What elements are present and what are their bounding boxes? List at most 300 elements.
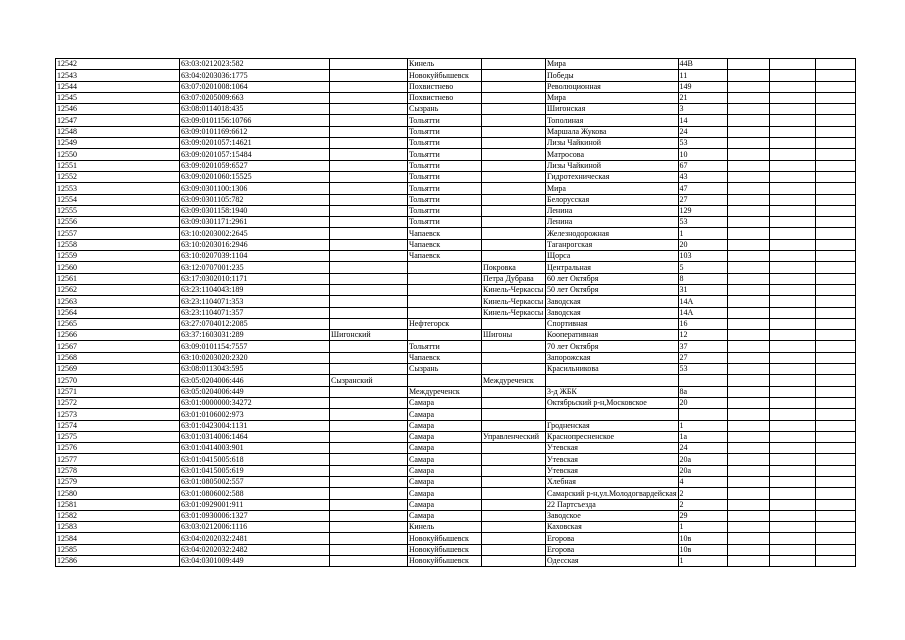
house-cell[interactable]: 3: [678, 104, 727, 115]
cadastral-number-cell[interactable]: 63:01:0415005:618: [180, 454, 330, 465]
extra-cell-3[interactable]: [815, 307, 855, 318]
extra-cell-2[interactable]: [769, 59, 815, 70]
extra-cell-2[interactable]: [769, 296, 815, 307]
cadastral-number-cell[interactable]: 63:23:1104071:353: [180, 296, 330, 307]
city-cell[interactable]: Кинель: [408, 59, 482, 70]
extra-cell-1[interactable]: [727, 273, 769, 284]
street-cell[interactable]: Кооперативная: [546, 330, 679, 341]
row-number-cell[interactable]: 12574: [56, 420, 180, 431]
cadastral-number-cell[interactable]: 63:09:0201060:15525: [180, 171, 330, 182]
row-number-cell[interactable]: 12561: [56, 273, 180, 284]
extra-cell-2[interactable]: [769, 70, 815, 81]
row-number-cell[interactable]: 12560: [56, 262, 180, 273]
city-cell[interactable]: Самара: [408, 465, 482, 476]
row-number-cell[interactable]: 12581: [56, 499, 180, 510]
street-cell[interactable]: Хлебная: [546, 476, 679, 487]
extra-cell-1[interactable]: [727, 420, 769, 431]
city-cell[interactable]: Новокуйбышевск: [408, 544, 482, 555]
extra-cell-3[interactable]: [815, 397, 855, 408]
cadastral-number-cell[interactable]: 63:01:0805002:557: [180, 476, 330, 487]
extra-cell-3[interactable]: [815, 92, 855, 103]
extra-cell-2[interactable]: [769, 183, 815, 194]
house-cell[interactable]: 43: [678, 171, 727, 182]
district-cell[interactable]: [330, 160, 408, 171]
settlement-cell[interactable]: [482, 420, 546, 431]
extra-cell-2[interactable]: [769, 465, 815, 476]
house-cell[interactable]: 2: [678, 499, 727, 510]
house-cell[interactable]: 20а: [678, 465, 727, 476]
cadastral-number-cell[interactable]: 63:09:0301100:1306: [180, 183, 330, 194]
settlement-cell[interactable]: [482, 126, 546, 137]
extra-cell-1[interactable]: [727, 443, 769, 454]
extra-cell-3[interactable]: [815, 533, 855, 544]
street-cell[interactable]: Победы: [546, 70, 679, 81]
street-cell[interactable]: 3-д ЖБК: [546, 386, 679, 397]
city-cell[interactable]: [408, 273, 482, 284]
district-cell[interactable]: [330, 149, 408, 160]
street-cell[interactable]: Каховская: [546, 522, 679, 533]
city-cell[interactable]: Тольятти: [408, 217, 482, 228]
extra-cell-3[interactable]: [815, 70, 855, 81]
extra-cell-1[interactable]: [727, 386, 769, 397]
settlement-cell[interactable]: [482, 160, 546, 171]
city-cell[interactable]: Похвистнево: [408, 81, 482, 92]
district-cell[interactable]: [330, 296, 408, 307]
district-cell[interactable]: [330, 59, 408, 70]
city-cell[interactable]: Тольятти: [408, 115, 482, 126]
extra-cell-2[interactable]: [769, 239, 815, 250]
cadastral-number-cell[interactable]: 63:09:0201059:6527: [180, 160, 330, 171]
street-cell[interactable]: Самарский р-н,ул.Молодогвардейская: [547, 488, 677, 498]
settlement-cell[interactable]: Междуреченск: [482, 375, 546, 386]
row-number-cell[interactable]: 12543: [56, 70, 180, 81]
cadastral-number-cell[interactable]: 63:05:0204006:446: [180, 375, 330, 386]
extra-cell-3[interactable]: [815, 454, 855, 465]
street-cell[interactable]: Октябрьский р-н,Московское: [546, 397, 679, 408]
district-cell[interactable]: [330, 352, 408, 363]
district-cell[interactable]: [330, 104, 408, 115]
cadastral-number-cell[interactable]: 63:09:0201057:15484: [180, 149, 330, 160]
settlement-cell[interactable]: [482, 488, 546, 499]
extra-cell-1[interactable]: [727, 476, 769, 487]
house-cell[interactable]: 8: [678, 273, 727, 284]
extra-cell-1[interactable]: [727, 59, 769, 70]
cadastral-number-cell[interactable]: 63:08:0114018:435: [180, 104, 330, 115]
extra-cell-3[interactable]: [815, 273, 855, 284]
city-cell[interactable]: Тольятти: [408, 149, 482, 160]
extra-cell-3[interactable]: [815, 138, 855, 149]
district-cell[interactable]: [330, 251, 408, 262]
settlement-cell[interactable]: Управленческий: [482, 431, 546, 442]
extra-cell-3[interactable]: [815, 217, 855, 228]
row-number-cell[interactable]: 12580: [56, 488, 180, 499]
settlement-cell[interactable]: [482, 183, 546, 194]
house-cell[interactable]: 16: [678, 318, 727, 329]
settlement-cell[interactable]: [482, 104, 546, 115]
city-cell[interactable]: Тольятти: [408, 138, 482, 149]
extra-cell-2[interactable]: [769, 431, 815, 442]
city-cell[interactable]: Нефтегорск: [408, 318, 482, 329]
district-cell[interactable]: [330, 397, 408, 408]
city-cell[interactable]: Самара: [408, 476, 482, 487]
extra-cell-3[interactable]: [815, 115, 855, 126]
settlement-cell[interactable]: [482, 251, 546, 262]
row-number-cell[interactable]: 12554: [56, 194, 180, 205]
extra-cell-1[interactable]: [727, 262, 769, 273]
extra-cell-3[interactable]: [815, 476, 855, 487]
street-cell[interactable]: Тополиная: [546, 115, 679, 126]
district-cell[interactable]: [330, 307, 408, 318]
street-cell[interactable]: Маршала Жукова: [546, 126, 679, 137]
extra-cell-2[interactable]: [769, 544, 815, 555]
row-number-cell[interactable]: 12545: [56, 92, 180, 103]
street-cell[interactable]: Гидротехническая: [546, 171, 679, 182]
extra-cell-2[interactable]: [769, 251, 815, 262]
extra-cell-3[interactable]: [815, 183, 855, 194]
extra-cell-2[interactable]: [769, 318, 815, 329]
extra-cell-2[interactable]: [769, 330, 815, 341]
house-cell[interactable]: 2: [678, 488, 727, 499]
cadastral-number-cell[interactable]: 63:01:0000000:34272: [180, 397, 330, 408]
row-number-cell[interactable]: 12559: [56, 251, 180, 262]
street-cell[interactable]: Матросова: [546, 149, 679, 160]
settlement-cell[interactable]: [482, 205, 546, 216]
extra-cell-1[interactable]: [727, 510, 769, 521]
extra-cell-2[interactable]: [769, 217, 815, 228]
extra-cell-2[interactable]: [769, 409, 815, 420]
house-cell[interactable]: 14А: [678, 296, 727, 307]
row-number-cell[interactable]: 12576: [56, 443, 180, 454]
house-cell[interactable]: 10в: [678, 533, 727, 544]
district-cell[interactable]: [330, 194, 408, 205]
district-cell[interactable]: [330, 476, 408, 487]
city-cell[interactable]: Тольятти: [408, 171, 482, 182]
settlement-cell[interactable]: [482, 59, 546, 70]
extra-cell-2[interactable]: [769, 397, 815, 408]
extra-cell-3[interactable]: [815, 296, 855, 307]
house-cell[interactable]: 21: [678, 92, 727, 103]
cadastral-number-cell[interactable]: 63:10:0203016:2946: [180, 239, 330, 250]
cadastral-number-cell[interactable]: 63:09:0101154:7557: [180, 341, 330, 352]
cadastral-number-cell[interactable]: 63:10:0207039:1104: [180, 251, 330, 262]
extra-cell-2[interactable]: [769, 420, 815, 431]
district-cell[interactable]: [330, 318, 408, 329]
cadastral-number-cell[interactable]: 63:27:0704012:2085: [180, 318, 330, 329]
settlement-cell[interactable]: [482, 138, 546, 149]
extra-cell-1[interactable]: [727, 104, 769, 115]
street-cell[interactable]: Спортивная: [546, 318, 679, 329]
extra-cell-3[interactable]: [815, 194, 855, 205]
cadastral-number-cell[interactable]: 63:07:0201008:1064: [180, 81, 330, 92]
settlement-cell[interactable]: [482, 556, 546, 567]
district-cell[interactable]: [330, 510, 408, 521]
district-cell[interactable]: [330, 126, 408, 137]
row-number-cell[interactable]: 12548: [56, 126, 180, 137]
extra-cell-3[interactable]: [815, 160, 855, 171]
extra-cell-1[interactable]: [727, 205, 769, 216]
extra-cell-1[interactable]: [727, 364, 769, 375]
cadastral-number-cell[interactable]: 63:10:0203002:2645: [180, 228, 330, 239]
street-cell[interactable]: Ленина: [546, 205, 679, 216]
extra-cell-1[interactable]: [727, 138, 769, 149]
street-cell[interactable]: [546, 375, 679, 386]
street-cell[interactable]: Революционная: [546, 81, 679, 92]
row-number-cell[interactable]: 12558: [56, 239, 180, 250]
extra-cell-1[interactable]: [727, 171, 769, 182]
house-cell[interactable]: 149: [678, 81, 727, 92]
street-cell[interactable]: 50 лет Октября: [546, 284, 679, 295]
cadastral-number-cell[interactable]: 63:09:0201057:14621: [180, 138, 330, 149]
district-cell[interactable]: [330, 70, 408, 81]
house-cell[interactable]: 47: [678, 183, 727, 194]
extra-cell-3[interactable]: [815, 59, 855, 70]
settlement-cell[interactable]: [482, 194, 546, 205]
cadastral-number-cell[interactable]: 63:04:0202032:2481: [180, 533, 330, 544]
district-cell[interactable]: [330, 341, 408, 352]
row-number-cell[interactable]: 12544: [56, 81, 180, 92]
settlement-cell[interactable]: [482, 397, 546, 408]
extra-cell-1[interactable]: [727, 409, 769, 420]
extra-cell-3[interactable]: [815, 341, 855, 352]
row-number-cell[interactable]: 12547: [56, 115, 180, 126]
street-cell[interactable]: Мира: [546, 92, 679, 103]
city-cell[interactable]: [408, 375, 482, 386]
city-cell[interactable]: Междуреченск: [408, 386, 482, 397]
extra-cell-3[interactable]: [815, 544, 855, 555]
settlement-cell[interactable]: Кинель-Черкассы: [482, 307, 546, 318]
extra-cell-2[interactable]: [769, 488, 815, 499]
row-number-cell[interactable]: 12562: [56, 284, 180, 295]
extra-cell-2[interactable]: [769, 81, 815, 92]
house-cell[interactable]: 4: [678, 476, 727, 487]
extra-cell-2[interactable]: [769, 149, 815, 160]
district-cell[interactable]: [330, 262, 408, 273]
house-cell[interactable]: 37: [678, 341, 727, 352]
cadastral-number-cell[interactable]: 63:09:0101156:10766: [180, 115, 330, 126]
cadastral-number-cell[interactable]: 63:03:0212023:582: [180, 59, 330, 70]
settlement-cell[interactable]: [482, 352, 546, 363]
house-cell[interactable]: 53: [678, 217, 727, 228]
extra-cell-1[interactable]: [727, 149, 769, 160]
street-cell[interactable]: Гродненская: [546, 420, 679, 431]
row-number-cell[interactable]: 12585: [56, 544, 180, 555]
street-cell[interactable]: Запорожская: [546, 352, 679, 363]
settlement-cell[interactable]: [482, 171, 546, 182]
city-cell[interactable]: Самара: [408, 409, 482, 420]
cadastral-number-cell[interactable]: 63:09:0101169:6612: [180, 126, 330, 137]
street-cell[interactable]: Центральная: [546, 262, 679, 273]
cadastral-number-cell[interactable]: 63:05:0204006:449: [180, 386, 330, 397]
row-number-cell[interactable]: 12564: [56, 307, 180, 318]
city-cell[interactable]: Самара: [408, 431, 482, 442]
extra-cell-1[interactable]: [727, 533, 769, 544]
extra-cell-2[interactable]: [769, 364, 815, 375]
extra-cell-3[interactable]: [815, 488, 855, 499]
extra-cell-3[interactable]: [815, 431, 855, 442]
extra-cell-3[interactable]: [815, 284, 855, 295]
row-number-cell[interactable]: 12551: [56, 160, 180, 171]
city-cell[interactable]: Новокуйбышевск: [408, 70, 482, 81]
house-cell[interactable]: 1: [678, 228, 727, 239]
extra-cell-1[interactable]: [727, 465, 769, 476]
extra-cell-1[interactable]: [727, 115, 769, 126]
district-cell[interactable]: [330, 556, 408, 567]
settlement-cell[interactable]: [482, 364, 546, 375]
city-cell[interactable]: [408, 284, 482, 295]
extra-cell-1[interactable]: [727, 318, 769, 329]
district-cell[interactable]: [330, 443, 408, 454]
house-cell[interactable]: 1: [678, 420, 727, 431]
extra-cell-1[interactable]: [727, 126, 769, 137]
cadastral-number-cell[interactable]: 63:37:1603031:289: [180, 330, 330, 341]
street-cell[interactable]: Егорова: [546, 544, 679, 555]
row-number-cell[interactable]: 12573: [56, 409, 180, 420]
extra-cell-1[interactable]: [727, 183, 769, 194]
extra-cell-2[interactable]: [769, 126, 815, 137]
settlement-cell[interactable]: [482, 409, 546, 420]
settlement-cell[interactable]: [482, 476, 546, 487]
extra-cell-1[interactable]: [727, 284, 769, 295]
district-cell[interactable]: [330, 544, 408, 555]
cadastral-number-cell[interactable]: 63:09:0301105:782: [180, 194, 330, 205]
extra-cell-1[interactable]: [727, 499, 769, 510]
house-cell[interactable]: 1: [678, 522, 727, 533]
house-cell[interactable]: 10в: [678, 544, 727, 555]
cadastral-number-cell[interactable]: 63:07:0205009:663: [180, 92, 330, 103]
house-cell[interactable]: 103: [678, 251, 727, 262]
extra-cell-1[interactable]: [727, 296, 769, 307]
street-cell[interactable]: Лизы Чайкиной: [546, 138, 679, 149]
extra-cell-2[interactable]: [769, 341, 815, 352]
extra-cell-3[interactable]: [815, 171, 855, 182]
extra-cell-3[interactable]: [815, 465, 855, 476]
house-cell[interactable]: 31: [678, 284, 727, 295]
street-cell[interactable]: [546, 409, 679, 420]
extra-cell-1[interactable]: [727, 160, 769, 171]
extra-cell-2[interactable]: [769, 533, 815, 544]
settlement-cell[interactable]: [482, 454, 546, 465]
extra-cell-2[interactable]: [769, 92, 815, 103]
row-number-cell[interactable]: 12552: [56, 171, 180, 182]
extra-cell-2[interactable]: [769, 171, 815, 182]
house-cell[interactable]: 11: [678, 70, 727, 81]
row-number-cell[interactable]: 12563: [56, 296, 180, 307]
city-cell[interactable]: Новокуйбышевск: [408, 533, 482, 544]
extra-cell-2[interactable]: [769, 160, 815, 171]
house-cell[interactable]: 24: [678, 126, 727, 137]
extra-cell-2[interactable]: [769, 510, 815, 521]
cadastral-number-cell[interactable]: 63:01:0106002:973: [180, 409, 330, 420]
street-cell[interactable]: Белорусская: [546, 194, 679, 205]
street-cell[interactable]: Лизы Чайкиной: [546, 160, 679, 171]
settlement-cell[interactable]: [482, 81, 546, 92]
extra-cell-2[interactable]: [769, 375, 815, 386]
house-cell[interactable]: 129: [678, 205, 727, 216]
settlement-cell[interactable]: [482, 522, 546, 533]
settlement-cell[interactable]: [482, 341, 546, 352]
city-cell[interactable]: Чапаевск: [408, 228, 482, 239]
city-cell[interactable]: Самара: [408, 488, 482, 499]
district-cell[interactable]: [330, 228, 408, 239]
row-number-cell[interactable]: 12555: [56, 205, 180, 216]
house-cell[interactable]: 10: [678, 149, 727, 160]
cadastral-number-cell[interactable]: 63:09:0301171:2961: [180, 217, 330, 228]
extra-cell-3[interactable]: [815, 239, 855, 250]
district-cell[interactable]: [330, 81, 408, 92]
row-number-cell[interactable]: 12566: [56, 330, 180, 341]
house-cell[interactable]: 67: [678, 160, 727, 171]
city-cell[interactable]: Самара: [408, 397, 482, 408]
cadastral-number-cell[interactable]: 63:01:0314006:1464: [180, 431, 330, 442]
settlement-cell[interactable]: [482, 510, 546, 521]
house-cell[interactable]: 1: [678, 556, 727, 567]
extra-cell-1[interactable]: [727, 522, 769, 533]
district-cell[interactable]: [330, 454, 408, 465]
settlement-cell[interactable]: [482, 499, 546, 510]
district-cell[interactable]: Сызранский: [330, 375, 408, 386]
row-number-cell[interactable]: 12586: [56, 556, 180, 567]
district-cell[interactable]: [330, 364, 408, 375]
extra-cell-2[interactable]: [769, 115, 815, 126]
street-cell[interactable]: 22 Партсъезда: [546, 499, 679, 510]
extra-cell-1[interactable]: [727, 70, 769, 81]
house-cell[interactable]: 5: [678, 262, 727, 273]
settlement-cell[interactable]: [482, 149, 546, 160]
city-cell[interactable]: Кинель: [408, 522, 482, 533]
row-number-cell[interactable]: 12568: [56, 352, 180, 363]
district-cell[interactable]: [330, 92, 408, 103]
district-cell[interactable]: [330, 273, 408, 284]
extra-cell-1[interactable]: [727, 239, 769, 250]
row-number-cell[interactable]: 12578: [56, 465, 180, 476]
extra-cell-1[interactable]: [727, 556, 769, 567]
street-cell[interactable]: Красильникова: [546, 364, 679, 375]
district-cell[interactable]: [330, 499, 408, 510]
street-cell[interactable]: Утевская: [546, 465, 679, 476]
extra-cell-2[interactable]: [769, 284, 815, 295]
cadastral-number-cell[interactable]: 63:17:0302010:1171: [180, 273, 330, 284]
settlement-cell[interactable]: [482, 544, 546, 555]
row-number-cell[interactable]: 12569: [56, 364, 180, 375]
street-cell[interactable]: Железнодорожная: [546, 228, 679, 239]
district-cell[interactable]: [330, 465, 408, 476]
extra-cell-3[interactable]: [815, 364, 855, 375]
city-cell[interactable]: Чапаевск: [408, 239, 482, 250]
cadastral-number-cell[interactable]: 63:04:0202032:2482: [180, 544, 330, 555]
district-cell[interactable]: [330, 488, 408, 499]
row-number-cell[interactable]: 12579: [56, 476, 180, 487]
extra-cell-1[interactable]: [727, 352, 769, 363]
cadastral-number-cell[interactable]: 63:01:0423004:1131: [180, 420, 330, 431]
extra-cell-3[interactable]: [815, 420, 855, 431]
city-cell[interactable]: [408, 330, 482, 341]
extra-cell-3[interactable]: [815, 352, 855, 363]
settlement-cell[interactable]: [482, 217, 546, 228]
city-cell[interactable]: Тольятти: [408, 126, 482, 137]
cadastral-number-cell[interactable]: 63:03:0212006:1116: [180, 522, 330, 533]
settlement-cell[interactable]: [482, 115, 546, 126]
settlement-cell[interactable]: Покровка: [482, 262, 546, 273]
cadastral-number-cell[interactable]: 63:01:0415005:619: [180, 465, 330, 476]
street-cell[interactable]: Ленина: [546, 217, 679, 228]
cadastral-number-cell[interactable]: 63:08:0113043:595: [180, 364, 330, 375]
extra-cell-2[interactable]: [769, 273, 815, 284]
city-cell[interactable]: Сызрань: [408, 104, 482, 115]
extra-cell-2[interactable]: [769, 386, 815, 397]
extra-cell-3[interactable]: [815, 104, 855, 115]
street-cell[interactable]: Утевская: [546, 443, 679, 454]
cadastral-number-cell[interactable]: 63:23:1104071:357: [180, 307, 330, 318]
